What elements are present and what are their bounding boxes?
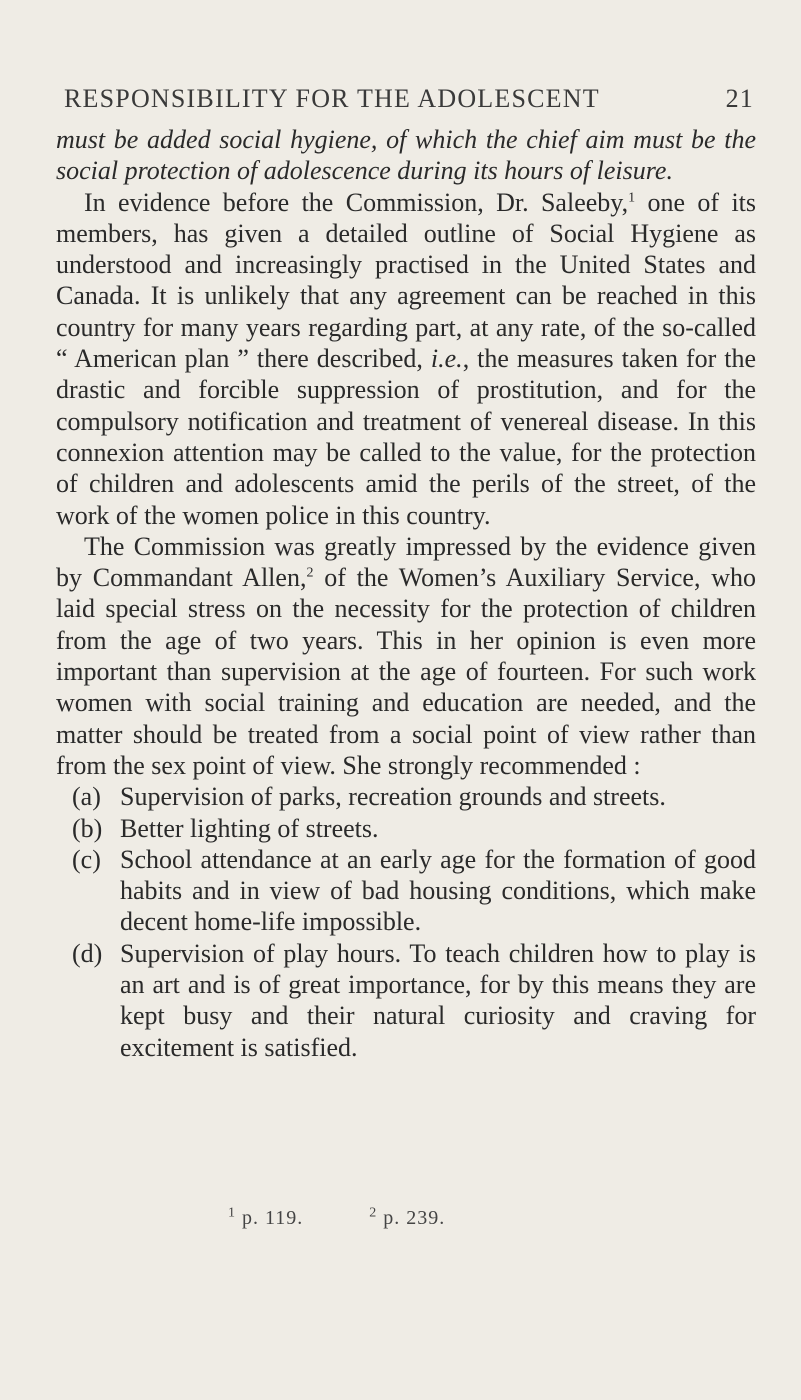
list-marker: (c) xyxy=(72,844,101,874)
footnote-ref-1: 1 xyxy=(628,189,636,205)
recommendation-list xyxy=(56,781,756,1063)
body-text xyxy=(56,124,756,1063)
paragraph-saleeby: In evidence before the Commission, Dr. Saleeby,$^1$ one of its members, has given a detailed outline of Social Hygiene as understood and increasingly practised in the United States and Canada. It is unlikely that any agreement can be reached in this country for many years regarding part, at any rate, of the so-called “ American plan ” there described, i.e., the measures taken for the drastic and forcible suppression of prostitution, and for the compulsory notification and treatment of venereal disease. In this connexion attention may be called to the value, for the protection of children and adolescents amid the perils of the street, of the work of the women police in this country. xyxy=(56,187,757,530)
paragraph-allen: The Commission was greatly impressed by the evidence given by Commandant Allen,$^2$ of the Women’s Auxiliary Service, who laid special stress on the necessity for the protection of children from the age of two years. This in her opinion is even more important than supervision at the age of fourteen. For such work women with social training and education are needed, and the matter should be treated from a social point of view rather than from the sex point of view. She strongly recommended : xyxy=(56,531,756,780)
list-marker: (d) xyxy=(72,938,103,968)
list-item: (b) Better lighting of streets. xyxy=(72,813,379,843)
list-item: (c) School attendance at an early age for the formation of good habits and in view of bad housing conditions, which make decent home-life impossible. xyxy=(72,844,756,937)
list-marker: (a) xyxy=(72,782,101,812)
running-head xyxy=(64,84,754,114)
running-head-title: RESPONSIBILITY FOR THE ADOLESCENT xyxy=(64,84,600,113)
page-number: 21 xyxy=(725,84,754,113)
list-marker: (b) xyxy=(72,813,103,843)
footnote-1: $^1$ p. 119. xyxy=(228,1205,304,1229)
paragraph-continuation: must be added social hygiene, of which the chief aim must be the social protection of adolescence during its hours of leisure. xyxy=(56,125,756,186)
footnote-2: $^2$ p. 239. xyxy=(369,1205,446,1229)
footnotes xyxy=(228,1207,505,1230)
list-item: (d) Supervision of play hours. To teach children how to play is an art and is of great importance, for by this means they are kept busy and their natural curiosity and craving for excitement is satisfied. xyxy=(72,938,756,1062)
list-item: (a) Supervision of parks, recreation grounds and streets. xyxy=(72,782,666,812)
footnote-ref-2: 2 xyxy=(306,565,314,581)
